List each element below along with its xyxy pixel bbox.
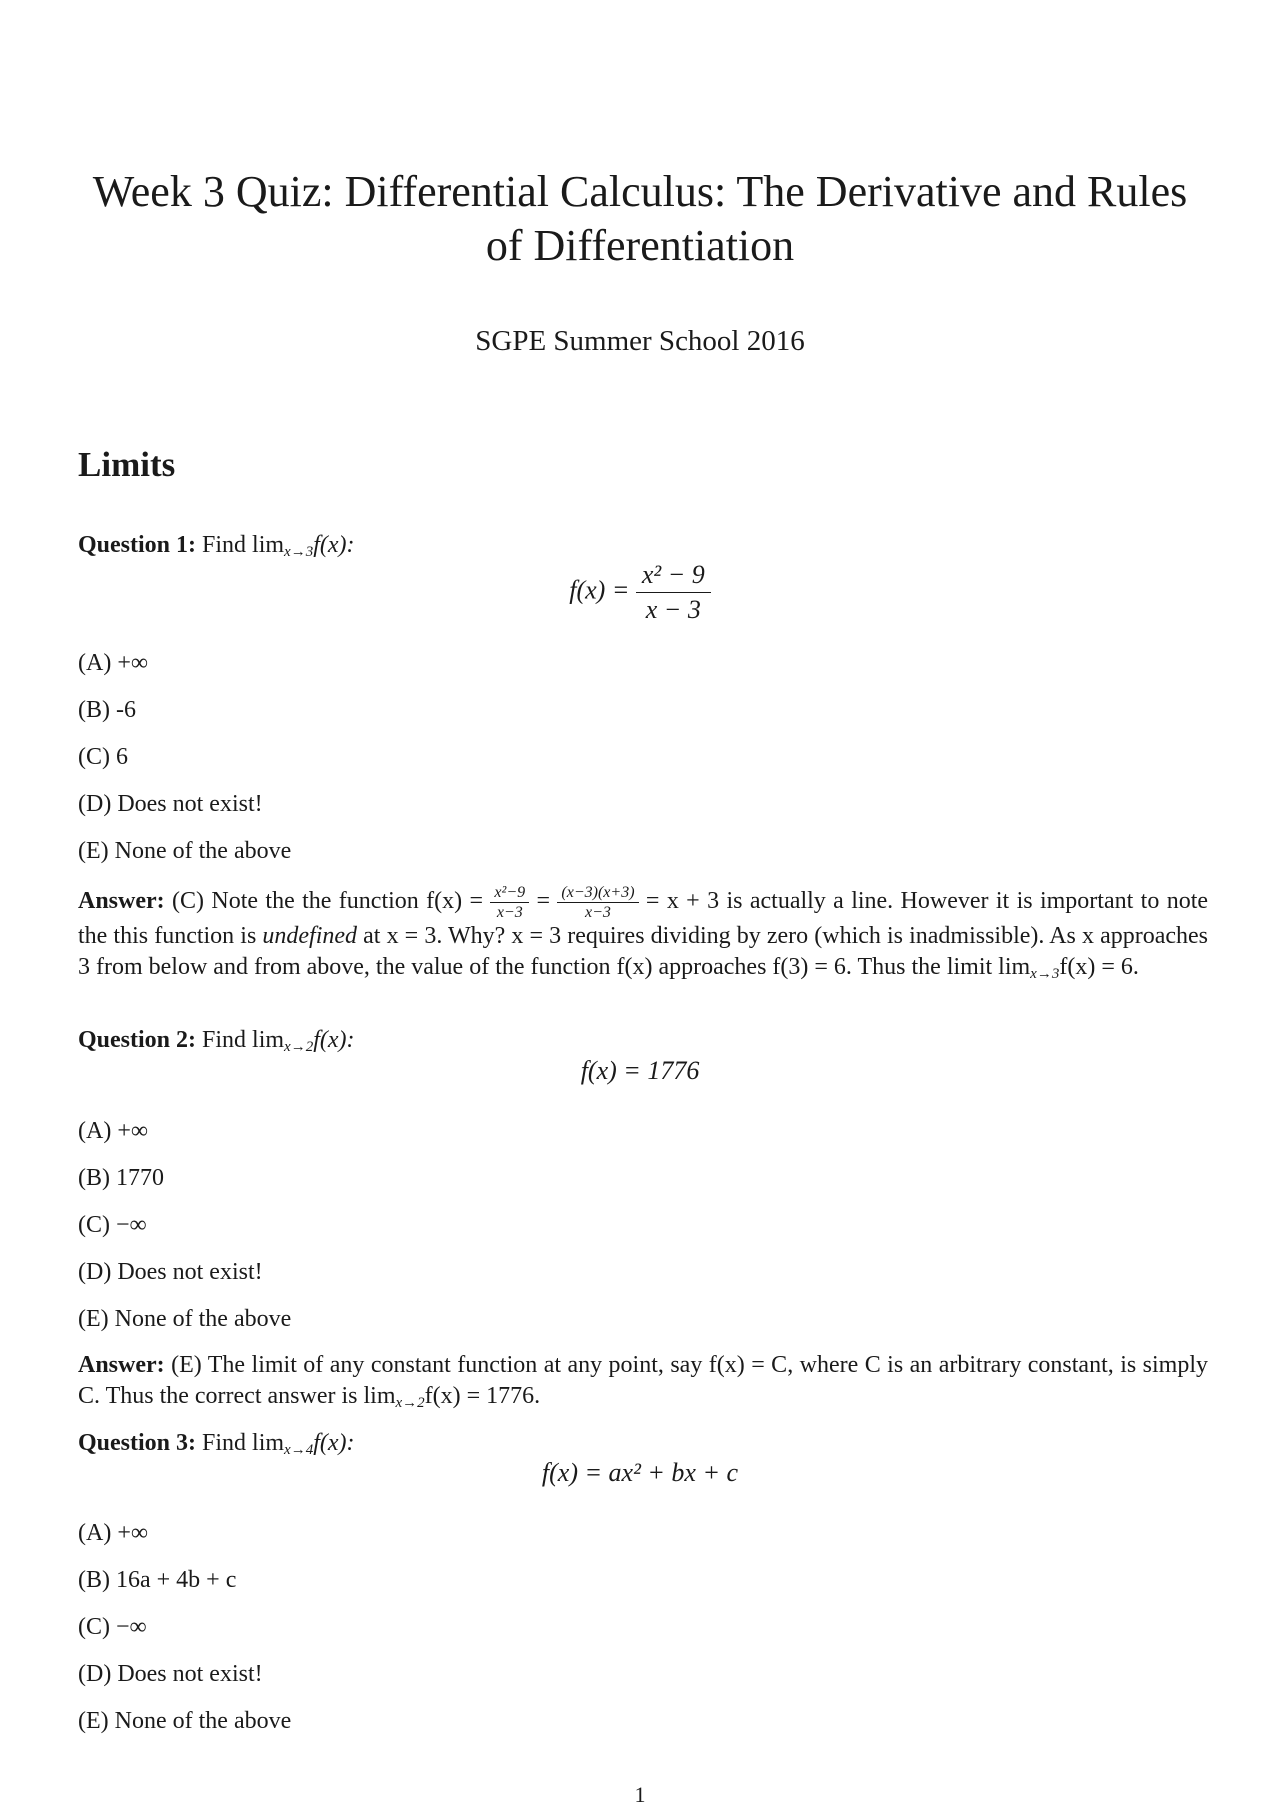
question-2-option-a: (A) +∞ — [78, 1118, 148, 1144]
question-2-option-c: (C) −∞ — [78, 1212, 147, 1238]
question-1-option-d: (D) Does not exist! — [78, 791, 263, 817]
question-1-fraction: $\frac{\text{x² − 9}}{x - 3}$ — [636, 560, 711, 625]
question-2-answer-label: Answer: — [78, 1352, 165, 1378]
question-2-label: Question 2: — [78, 1027, 197, 1053]
question-3-option-c: (C) −∞ — [78, 1614, 147, 1640]
question-1-answer: Answer: (C) Note the the function f(x) = $\frac{\text{x²−9}}{x-3}$ = $\frac{(x-3)(x+3)}{x-3}$ = x + 3 is actually a line. However it is important to note the this function is undefined at x = 3. Why? x = 3 requires dividing by zero (which is inadmissible). As x approaches 3 from below and from above, the value of the function f(x) approaches f(3) = 6. Thus the limit $\lim_{x\to 3}f(x) = 6$. — [78, 884, 1209, 982]
question-1-option-c: (C) 6 — [78, 744, 128, 770]
question-3-option-e: (E) None of the above — [78, 1708, 292, 1734]
question-1-function: f(x) = $\frac{\text{x² − 9}}{x - 3}$ — [0, 560, 1280, 625]
document-title: Week 3 Quiz: Differential Calculus: The Derivative and Rules of Differentiation — [92, 167, 1188, 270]
answer-1-fraction-a: $\frac{\text{x²−9}}{x-3}$ — [490, 884, 529, 921]
question-2-option-d: (D) Does not exist! — [78, 1259, 263, 1285]
question-2-answer: Answer: (E) The limit of any constant function at any point, say f(x) = C, where C is an arbitrary constant, is simply C. Thus the correct answer is $\lim_{x\to 2}f(x) = 1776$. — [78, 1352, 1208, 1411]
question-1-answer-label: Answer: — [78, 888, 165, 915]
question-3-label: Question 3: — [78, 1430, 197, 1456]
question-2-option-e: (E) None of the above — [78, 1306, 292, 1332]
page-number: 1 — [634, 1782, 646, 1807]
question-1-option-b: (B) -6 — [78, 697, 136, 723]
question-2-option-b: (B) 1770 — [78, 1165, 164, 1191]
question-2-prompt: Question 2: Find $\lim_{x\to 2}f(x)$: — [78, 1027, 355, 1055]
question-1-label: Question 1: — [78, 532, 197, 558]
question-1-prompt: Question 1: Find $\lim_{x\to 3}f(x)$: — [78, 532, 355, 560]
question-3-option-a: (A) +∞ — [78, 1520, 148, 1546]
section-heading: Limits — [78, 445, 176, 484]
question-3-prompt: Question 3: Find $\lim_{x\to 4}f(x)$: — [78, 1430, 355, 1458]
question-1-option-e: (E) None of the above — [78, 838, 292, 864]
question-3-function: f(x) = ax² + bx + c — [541, 1458, 739, 1487]
question-3-option-d: (D) Does not exist! — [78, 1661, 263, 1687]
document-subtitle: SGPE Summer School 2016 — [475, 325, 805, 357]
answer-1-fraction-b: $\frac{(x-3)(x+3)}{x-3}$ — [557, 884, 638, 921]
question-2-function: f(x) = 1776 — [580, 1056, 700, 1085]
question-1-option-a: (A) +∞ — [78, 650, 148, 676]
question-3-option-b: (B) 16a + 4b + c — [78, 1567, 237, 1593]
